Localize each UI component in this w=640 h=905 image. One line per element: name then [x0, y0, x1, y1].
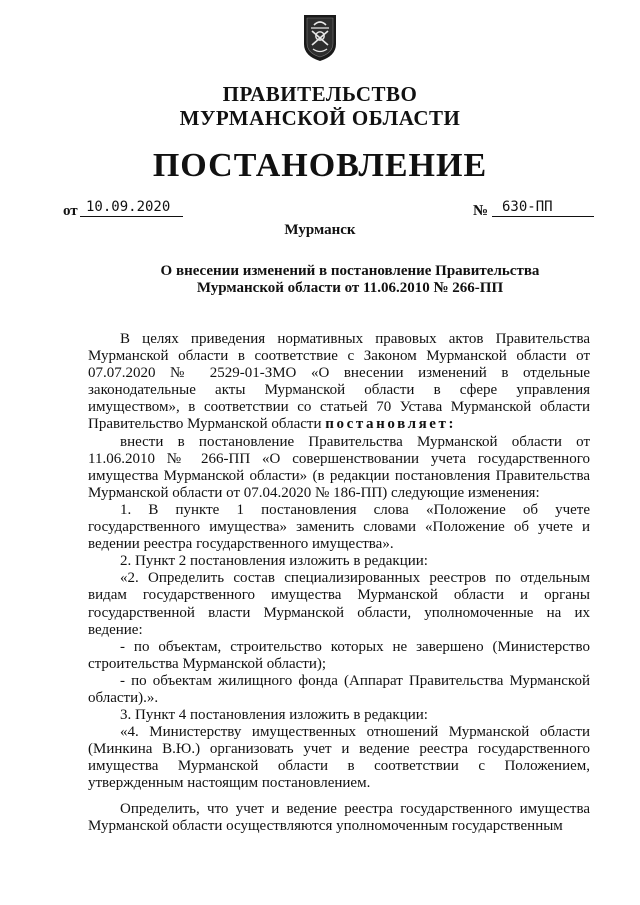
document-body: [88, 331, 590, 835]
document-date: 10.09.2020: [80, 198, 183, 217]
number-prefix: №: [473, 203, 489, 219]
document-number: 630-ПП: [492, 198, 594, 217]
resolve-keyword: постановляет:: [325, 416, 457, 433]
document-type-title: ПОСТАНОВЛЕНИЕ: [152, 147, 488, 184]
body-paragraph: 3. Пункт 4 постановления изложить в редакции:: [120, 707, 428, 724]
body-paragraph: - по объектам, строительство которых не завершено (Министерство строительства Мурманской области);: [88, 638, 590, 672]
subject-line1: О внесении изменений в постановление Правительства: [160, 263, 540, 279]
body-paragraph: «4. Министерству имущественных отношений Мурманской области (Минкина В.Ю.) организовать учет и ведение реестра государственного имущества Мурманской области в соответствии с Положением, утвержденным настоящим постановлением.: [88, 724, 590, 792]
subject-line2: Мурманской области от 11.06.2010 № 266-ПП: [196, 280, 504, 296]
body-paragraph: - по объектам жилищного фонда (Аппарат Правительства Мурманской области).».: [88, 672, 590, 706]
date-prefix: от: [63, 203, 78, 219]
body-paragraph: [88, 331, 590, 434]
preamble-text: В целях приведения нормативных правовых актов Правительства Мурманской области в соответствие с Законом Мурманской области от 07.07.2020 № 2529-01-ЗМО «О внесении изменений в отдельные законодательные акты Мурманской области в сфере управления имуществом», в соответствии со статьей 70 Устава Мурманской области Правительство Мурманской области: [88, 331, 590, 433]
government-title-line2: МУРМАНСКОЙ ОБЛАСТИ: [179, 106, 461, 130]
government-title-line1: ПРАВИТЕЛЬСТВО: [222, 82, 418, 106]
body-paragraph: 2. Пункт 2 постановления изложить в редакции:: [120, 553, 428, 570]
body-paragraph: внести в постановление Правительства Мурманской области от 11.06.2010 № 266-ПП «О совершенствовании учета государственного имущества Мурманской области» (в редакции постановления Правительства Мурманской области от 07.04.2020 № 186-ПП) следующие изменения:: [88, 433, 590, 501]
body-paragraph: 1. В пункте 1 постановления слова «Положение об учете государственного имущества» заменить словами «Положение об учете и ведении реестра государственного имущества».: [88, 501, 590, 553]
body-paragraph: Определить, что учет и ведение реестра государственного имущества Мурманской области осуществляются уполномоченным государственным: [88, 800, 590, 834]
body-paragraph: «2. Определить состав специализированных реестров по отдельным видам государственного имущества Мурманской области и органы государственной власти Мурманской области, уполномоченные на их ведение:: [88, 570, 590, 638]
coat-of-arms-icon: [303, 14, 337, 62]
city-name: Мурманск: [284, 222, 356, 238]
